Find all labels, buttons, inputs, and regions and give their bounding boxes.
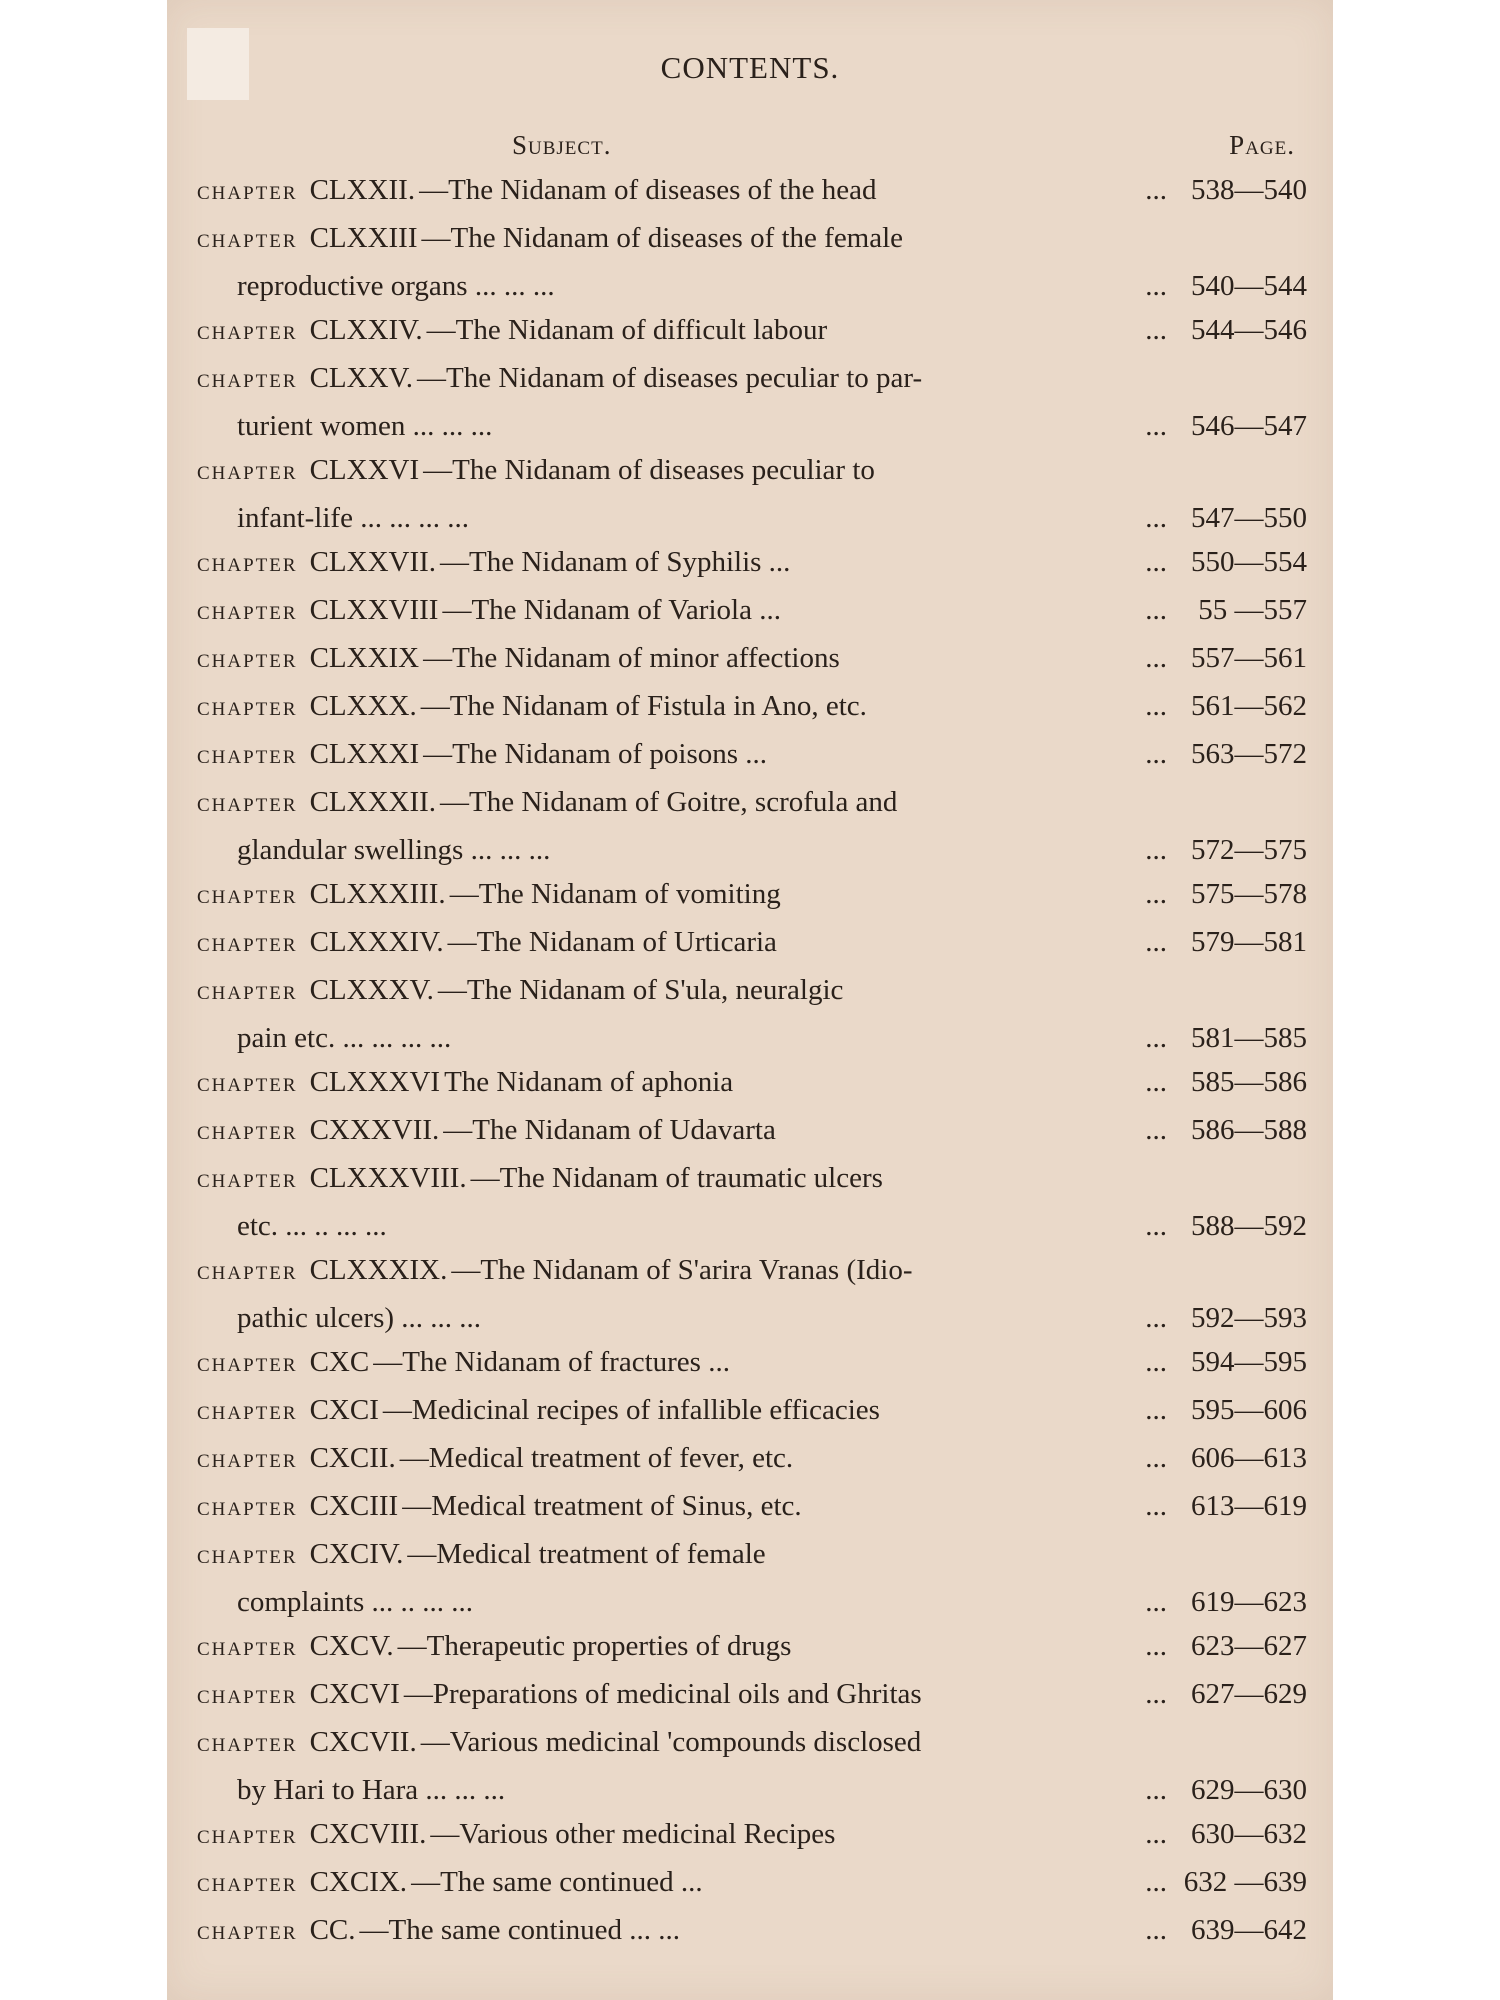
contents-entry — [197, 1436, 1307, 1484]
subject-column-heading: Subject. — [512, 130, 612, 160]
entry-line — [197, 308, 1307, 356]
page-range: 540—544 — [1191, 270, 1307, 302]
chapter-label: CHAPTER — [197, 231, 298, 252]
chapter-label: CHAPTER — [197, 651, 298, 672]
chapter-numeral: CXXXVII. — [309, 1114, 440, 1146]
chapter-label: CHAPTER — [197, 699, 298, 720]
chapter-label: CHAPTER — [197, 1499, 298, 1520]
entry-line — [197, 1624, 1307, 1672]
page-range: 639—642 — [1191, 1914, 1307, 1946]
dot-leader: ... — [1145, 502, 1167, 534]
dot-leader: ... — [1145, 1586, 1167, 1618]
entry-line — [197, 1060, 1307, 1108]
dot-leader: ... — [1145, 878, 1167, 910]
chapter-title-text: glandular swellings ... ... ... — [237, 834, 551, 866]
contents-entry — [197, 540, 1307, 588]
chapter-title-text: complaints ... .. ... ... — [237, 1586, 474, 1618]
dot-leader: ... — [1145, 926, 1167, 958]
chapter-label: CHAPTER — [197, 983, 298, 1004]
chapter-numeral: CLXXII. — [309, 174, 416, 206]
contents-entry — [197, 1532, 1307, 1624]
chapter-label: CHAPTER — [197, 1923, 298, 1944]
dot-leader: ... — [1145, 314, 1167, 346]
contents-list — [197, 168, 1307, 1956]
chapter-label: CHAPTER — [197, 1687, 298, 1708]
chapter-numeral: CLXXVIII — [309, 594, 439, 626]
dot-leader: ... — [1145, 594, 1167, 626]
entry-line — [197, 1484, 1307, 1532]
contents-entry — [197, 1388, 1307, 1436]
chapter-numeral: CXCIII — [309, 1490, 399, 1522]
dot-leader: ... — [1145, 546, 1167, 578]
page-column-heading: Page. — [1229, 130, 1295, 160]
dot-leader: ... — [1145, 270, 1167, 302]
contents-entry — [197, 1108, 1307, 1156]
page-range: 606—613 — [1191, 1442, 1307, 1474]
entry-line — [197, 1340, 1307, 1388]
chapter-title-text: —The Nidanam of difficult labour — [426, 314, 828, 346]
chapter-title-text: etc. ... .. ... ... — [237, 1210, 387, 1242]
chapter-numeral: CLXXXVIII. — [309, 1162, 467, 1194]
contents-entry — [197, 1908, 1307, 1956]
chapter-numeral: CXCI — [309, 1394, 379, 1426]
chapter-numeral: CLXXXVI — [309, 1066, 441, 1098]
chapter-title-text: —Various other medicinal Recipes — [430, 1818, 836, 1850]
chapter-numeral: CLXXVI — [309, 454, 420, 486]
chapter-title-text: —The Nidanam of Udavarta — [443, 1114, 776, 1146]
page-range: 544—546 — [1191, 314, 1307, 346]
chapter-label: CHAPTER — [197, 463, 298, 484]
entry-line — [197, 1156, 1307, 1204]
chapter-title-text: turient women ... ... ... — [237, 410, 493, 442]
entry-line — [197, 540, 1307, 588]
chapter-label: CHAPTER — [197, 1875, 298, 1896]
page-range: 547—550 — [1191, 502, 1307, 534]
dot-leader: ... — [1145, 1302, 1167, 1334]
dot-leader: ... — [1145, 738, 1167, 770]
chapter-numeral: CLXXX. — [309, 690, 417, 722]
entry-line — [197, 588, 1307, 636]
page-range: 563—572 — [1191, 738, 1307, 770]
contents-entry — [197, 448, 1307, 540]
dot-leader: ... — [1145, 1818, 1167, 1850]
entry-line — [197, 1720, 1307, 1768]
chapter-label: CHAPTER — [197, 747, 298, 768]
chapter-title-text: —Medical treatment of female — [407, 1538, 766, 1570]
chapter-label: CHAPTER — [197, 795, 298, 816]
page-range: 579—581 — [1191, 926, 1307, 958]
contents-entry — [197, 780, 1307, 872]
entry-line — [197, 496, 1307, 540]
contents-entry — [197, 216, 1307, 308]
entry-line — [197, 1108, 1307, 1156]
page-range: 557—561 — [1191, 642, 1307, 674]
entry-line — [197, 1248, 1307, 1296]
chapter-numeral: CXC — [309, 1346, 370, 1378]
chapter-title-text: —The Nidanam of diseases peculiar to — [423, 454, 875, 486]
contents-entry — [197, 872, 1307, 920]
chapter-label: CHAPTER — [197, 555, 298, 576]
chapter-title-text: The Nidanam of aphonia — [444, 1066, 734, 1098]
page-range: 581—585 — [1191, 1022, 1307, 1054]
dot-leader: ... — [1145, 1394, 1167, 1426]
contents-entry — [197, 968, 1307, 1060]
page-range: 630—632 — [1191, 1818, 1307, 1850]
chapter-title-text: —The Nidanam of diseases of the female — [421, 222, 904, 254]
chapter-label: CHAPTER — [197, 1123, 298, 1144]
dot-leader: ... — [1145, 1346, 1167, 1378]
dot-leader: ... — [1145, 1678, 1167, 1710]
chapter-title-text: by Hari to Hara ... ... ... — [237, 1774, 506, 1806]
chapter-label: CHAPTER — [197, 1171, 298, 1192]
contents-entry — [197, 1060, 1307, 1108]
chapter-title-text: —The Nidanam of traumatic ulcers — [470, 1162, 883, 1194]
page-range: 623—627 — [1191, 1630, 1307, 1662]
chapter-numeral: CXCIV. — [309, 1538, 404, 1570]
entry-line — [197, 1204, 1307, 1248]
page-range: 572—575 — [1191, 834, 1307, 866]
chapter-title-text: —The Nidanam of S'arira Vranas (Idio- — [451, 1254, 913, 1286]
chapter-numeral: CLXXXIV. — [309, 926, 444, 958]
chapter-title-text: —The Nidanam of Goitre, scrofula and — [440, 786, 898, 818]
chapter-numeral: CXCV. — [309, 1630, 394, 1662]
contents-entry — [197, 1484, 1307, 1532]
entry-line — [197, 1296, 1307, 1340]
chapter-numeral: CLXXIII — [309, 222, 418, 254]
entry-line — [197, 404, 1307, 448]
contents-entry — [197, 308, 1307, 356]
entry-line — [197, 1908, 1307, 1956]
page-range: 550—554 — [1191, 546, 1307, 578]
chapter-label: CHAPTER — [197, 1735, 298, 1756]
chapter-title-text: reproductive organs ... ... ... — [237, 270, 555, 302]
page-range: 588—592 — [1191, 1210, 1307, 1242]
entry-line — [197, 1672, 1307, 1720]
chapter-title-text: —The Nidanam of poisons ... — [423, 738, 768, 770]
contents-entry — [197, 1812, 1307, 1860]
chapter-label: CHAPTER — [197, 887, 298, 908]
chapter-title-text: —Medical treatment of fever, etc. — [399, 1442, 794, 1474]
page-range: 613—619 — [1191, 1490, 1307, 1522]
entry-line — [197, 1436, 1307, 1484]
chapter-numeral: CLXXV. — [309, 362, 413, 394]
chapter-title-text: —Medicinal recipes of infallible efficacies — [382, 1394, 880, 1426]
contents-entry — [197, 732, 1307, 780]
page-range: 55 —557 — [1198, 594, 1307, 626]
chapter-numeral: CLXXXI — [309, 738, 420, 770]
page-range: 594—595 — [1191, 1346, 1307, 1378]
dot-leader: ... — [1145, 1022, 1167, 1054]
contents-entry — [197, 1672, 1307, 1720]
chapter-title-text: —The Nidanam of vomiting — [449, 878, 781, 910]
chapter-numeral: CLXXIX — [309, 642, 420, 674]
entry-line — [197, 684, 1307, 732]
page-range: 595—606 — [1191, 1394, 1307, 1426]
chapter-numeral: CXCVIII. — [309, 1818, 427, 1850]
chapter-title-text: —The Nidanam of Variola ... — [442, 594, 781, 626]
chapter-label: CHAPTER — [197, 1263, 298, 1284]
chapter-title-text: —The Nidanam of diseases of the head — [419, 174, 877, 206]
entry-line — [197, 356, 1307, 404]
entry-line — [197, 1016, 1307, 1060]
dot-leader: ... — [1145, 1774, 1167, 1806]
contents-entry — [197, 1624, 1307, 1672]
dot-leader: ... — [1145, 174, 1167, 206]
chapter-numeral: CXCIX. — [309, 1866, 408, 1898]
chapter-title-text: —The Nidanam of Fistula in Ano, etc. — [420, 690, 867, 722]
page-range: 586—588 — [1191, 1114, 1307, 1146]
page-range: 592—593 — [1191, 1302, 1307, 1334]
contents-entry — [197, 356, 1307, 448]
chapter-label: CHAPTER — [197, 371, 298, 392]
chapter-label: CHAPTER — [197, 1827, 298, 1848]
chapter-label: CHAPTER — [197, 1451, 298, 1472]
entry-line — [197, 1768, 1307, 1812]
dot-leader: ... — [1145, 1114, 1167, 1146]
entry-line — [197, 448, 1307, 496]
page-range: 561—562 — [1191, 690, 1307, 722]
chapter-title-text: —The Nidanam of diseases peculiar to par- — [416, 362, 923, 394]
chapter-numeral: CLXXXIII. — [309, 878, 446, 910]
dot-leader: ... — [1145, 1066, 1167, 1098]
page-range: 629—630 — [1191, 1774, 1307, 1806]
page-range: 575—578 — [1191, 878, 1307, 910]
chapter-label: CHAPTER — [197, 1403, 298, 1424]
chapter-label: CHAPTER — [197, 323, 298, 344]
chapter-numeral: CLXXVII. — [309, 546, 437, 578]
entry-line — [197, 168, 1307, 216]
contents-entry — [197, 636, 1307, 684]
chapter-title-text: —The same continued ... — [411, 1866, 703, 1898]
entry-line — [197, 780, 1307, 828]
chapter-numeral: CLXXXV. — [309, 974, 434, 1006]
contents-entry — [197, 1340, 1307, 1388]
chapter-title-text: infant-life ... ... ... ... — [237, 502, 469, 534]
chapter-title-text: —The Nidanam of minor affections — [423, 642, 840, 674]
chapter-title-text: pain etc. ... ... ... ... — [237, 1022, 452, 1054]
dot-leader: ... — [1145, 1490, 1167, 1522]
dot-leader: ... — [1145, 1210, 1167, 1242]
entry-line — [197, 1532, 1307, 1580]
entry-line — [197, 636, 1307, 684]
chapter-label: CHAPTER — [197, 603, 298, 624]
chapter-label: CHAPTER — [197, 1547, 298, 1568]
dot-leader: ... — [1145, 410, 1167, 442]
contents-entry — [197, 168, 1307, 216]
entry-line — [197, 1812, 1307, 1860]
chapter-title-text: —Medical treatment of Sinus, etc. — [402, 1490, 802, 1522]
chapter-numeral: CXCII. — [309, 1442, 396, 1474]
page-range: 632 —639 — [1183, 1866, 1307, 1898]
dot-leader: ... — [1145, 1866, 1167, 1898]
page-title: CONTENTS. — [660, 50, 840, 85]
entry-line — [197, 1580, 1307, 1624]
entry-line — [197, 264, 1307, 308]
chapter-title-text: —The Nidanam of Syphilis ... — [440, 546, 791, 578]
page-range: 627—629 — [1191, 1678, 1307, 1710]
dot-leader: ... — [1145, 1914, 1167, 1946]
chapter-numeral: CLXXXII. — [309, 786, 437, 818]
entry-line — [197, 1388, 1307, 1436]
chapter-numeral: CXCVI — [309, 1678, 400, 1710]
entry-line — [197, 828, 1307, 872]
contents-entry — [197, 1720, 1307, 1812]
entry-line — [197, 968, 1307, 1016]
chapter-title-text: —Therapeutic properties of drugs — [397, 1630, 792, 1662]
chapter-label: CHAPTER — [197, 1075, 298, 1096]
entry-line — [197, 872, 1307, 920]
entry-line — [197, 1860, 1307, 1908]
dot-leader: ... — [1145, 834, 1167, 866]
chapter-title-text: —The same continued ... ... — [359, 1914, 681, 1946]
contents-entry — [197, 588, 1307, 636]
dot-leader: ... — [1145, 1442, 1167, 1474]
contents-entry — [197, 920, 1307, 968]
page-range: 619—623 — [1191, 1586, 1307, 1618]
contents-entry — [197, 1156, 1307, 1248]
chapter-label: CHAPTER — [197, 1639, 298, 1660]
chapter-title-text: —The Nidanam of fractures ... — [373, 1346, 730, 1378]
chapter-label: CHAPTER — [197, 935, 298, 956]
chapter-title-text: —Preparations of medicinal oils and Ghritas — [403, 1678, 922, 1710]
dot-leader: ... — [1145, 642, 1167, 674]
entry-line — [197, 216, 1307, 264]
chapter-title-text: —Various medicinal 'compounds disclosed — [420, 1726, 922, 1758]
book-page — [167, 0, 1333, 2000]
chapter-label: CHAPTER — [197, 183, 298, 204]
chapter-label: CHAPTER — [197, 1355, 298, 1376]
chapter-numeral: CC. — [309, 1914, 356, 1946]
page-range: 585—586 — [1191, 1066, 1307, 1098]
dot-leader: ... — [1145, 690, 1167, 722]
chapter-title-text: pathic ulcers) ... ... ... — [237, 1302, 482, 1334]
contents-entry — [197, 1860, 1307, 1908]
page-range: 546—547 — [1191, 410, 1307, 442]
contents-entry — [197, 684, 1307, 732]
entry-line — [197, 732, 1307, 780]
chapter-numeral: CLXXIV. — [309, 314, 423, 346]
page-range: 538—540 — [1191, 174, 1307, 206]
contents-entry — [197, 1248, 1307, 1340]
chapter-numeral: CLXXXIX. — [309, 1254, 448, 1286]
chapter-numeral: CXCVII. — [309, 1726, 417, 1758]
dot-leader: ... — [1145, 1630, 1167, 1662]
chapter-title-text: —The Nidanam of Urticaria — [447, 926, 777, 958]
chapter-title-text: —The Nidanam of S'ula, neuralgic — [437, 974, 844, 1006]
entry-line — [197, 920, 1307, 968]
